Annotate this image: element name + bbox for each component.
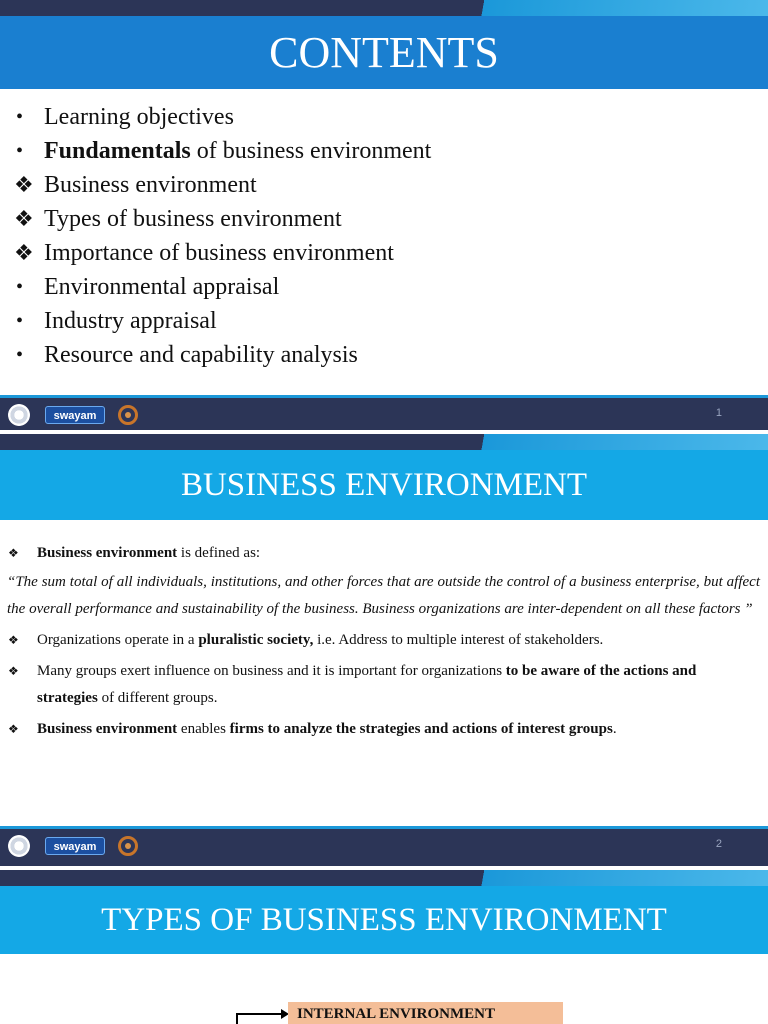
internal-environment-box: INTERNAL ENVIRONMENT <box>288 1002 563 1024</box>
slide-2-top-strip <box>0 434 768 450</box>
page-number: 1 <box>715 407 722 419</box>
list-item: • Industry appraisal <box>16 308 217 334</box>
point-groups: ❖ Many groups exert influence on business and it is important for organizations to be aware of the actions and strategies of different groups. <box>8 663 697 706</box>
point-enables: ❖ Business environment enables firms to analyze the strategies and actions of interest groups. <box>8 721 617 737</box>
slide-1-title-bar <box>0 16 768 89</box>
slide-3-title: TYPES OF BUSINESS ENVIRONMENT <box>101 901 667 938</box>
slide-2-body <box>0 540 768 743</box>
slide-3-top-strip <box>0 870 768 886</box>
slide-1-footer <box>0 395 768 430</box>
swayam-logo: swayam <box>45 837 105 855</box>
slide-3 <box>0 870 768 1024</box>
nptel-logo-icon <box>118 836 138 856</box>
page-number: 2 <box>715 838 722 850</box>
list-item: ❖ Types of business environment <box>14 206 342 232</box>
swayam-logo: swayam <box>45 406 105 424</box>
contents-list <box>0 100 768 372</box>
institute-seal-icon <box>8 835 30 857</box>
institute-seal-icon <box>8 404 30 426</box>
list-item: • Environmental appraisal <box>16 274 280 300</box>
list-item: • Fundamentals of business environment <box>16 138 432 164</box>
slide-1 <box>0 0 768 430</box>
point-pluralistic: ❖ Organizations operate in a pluralistic society, i.e. Address to multiple interest of stakeholders. <box>8 632 604 648</box>
definition-line: ❖ Business environment is defined as: <box>8 545 261 561</box>
diagram-arrow <box>237 1013 285 1015</box>
slide-1-title: CONTENTS <box>269 28 499 77</box>
slide-2-footer <box>0 826 768 866</box>
slide-3-title-bar <box>0 886 768 954</box>
slide-2-title: BUSINESS ENVIRONMENT <box>180 466 588 503</box>
list-item: • Learning objectives <box>16 104 234 130</box>
slide-2-title-bar <box>0 450 768 520</box>
list-item: ❖ Business environment <box>14 172 257 198</box>
list-item: • Resource and capability analysis <box>16 342 358 368</box>
list-item: ❖ Importance of business environment <box>14 240 394 266</box>
definition-quote: “The sum total of all individuals, institutions, and other forces that are outside the control of a business enterprise, but affect the overall performance and sustainability of the business. Business organizations are inter-dependent on all these factors ” <box>7 574 760 617</box>
nptel-logo-icon <box>118 405 138 425</box>
slide-1-top-strip <box>0 0 768 16</box>
